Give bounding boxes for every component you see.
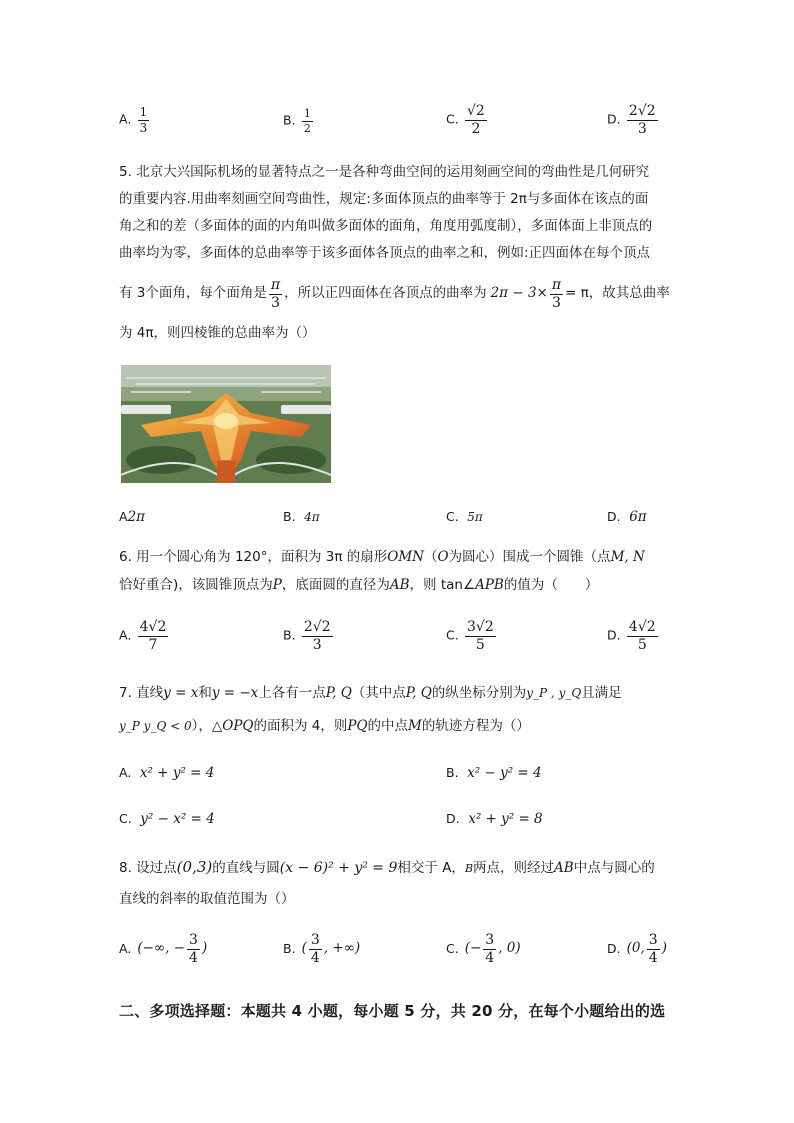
fraction-pi-3: $\frac{\pi}{3}$ <box>270 277 281 311</box>
q5-line-2: 的重要内容.用曲率刻画空间弯曲性，规定:多面体顶点的曲率等于 2π与多面体在该点的面 <box>119 191 649 207</box>
fraction: $\frac{4√2}{5}$ <box>628 619 656 653</box>
fraction: $\frac{3}{4}$ <box>648 932 658 966</box>
q8-option-a: A. (−∞, − $\frac{3}{4}$ ) <box>119 932 208 966</box>
q6-option-c: C. $\frac{3√2}{5}$ <box>446 619 494 653</box>
q6-option-a: A. $\frac{4√2}{7}$ <box>119 619 167 653</box>
fraction: $\frac{√2}{2}$ <box>467 103 485 137</box>
q5-line-1: 5. 北京大兴国际机场的显著特点之一是各种弯曲空间的运用刻画空间的弯曲性是几何研究 <box>119 164 650 180</box>
q5-line-3: 角之和的差（多面体的面的内角叫做多面体的面角，角度用弧度制），多面体面上非顶点的 <box>119 218 653 234</box>
fraction: $\frac{3√2}{5}$ <box>467 619 494 653</box>
q8-option-c: C. (− $\frac{3}{4}$ , 0) <box>446 932 521 966</box>
q5-option-a: A2π <box>119 509 146 525</box>
q7-option-c: C. y² − x² = 4 <box>119 811 215 827</box>
fraction: $\frac{2√2}{3}$ <box>303 619 331 653</box>
q7-option-a: A. x² + y² = 4 <box>119 765 215 781</box>
fraction: $\frac{3}{4}$ <box>485 932 495 966</box>
q6-line-2: 恰好重合)，该圆锥顶点为P，底面圆的直径为AB，则 tan∠APB的值为（ ） <box>119 577 599 593</box>
q6-option-b: B. $\frac{2√2}{3}$ <box>283 619 331 653</box>
q4-option-d: D. $\frac{2√2}{3}$ <box>607 103 656 137</box>
q6-option-d: D. $\frac{4√2}{5}$ <box>607 619 656 653</box>
fraction: $\frac{2√2}{3}$ <box>628 103 656 137</box>
q5-option-d: D. 6π <box>607 509 647 525</box>
q4-option-c: C. $\frac{√2}{2}$ <box>446 103 485 137</box>
q7-option-b: B. x² − y² = 4 <box>446 765 542 781</box>
airport-photo <box>121 365 331 483</box>
q5-line-4: 曲率均为零，多面体的总曲率等于该多面体各顶点的曲率之和，例如:正四面体在每个顶点 <box>119 245 651 261</box>
fraction-pi-3: $\frac{\pi}{3}$ <box>551 277 562 311</box>
q8-option-d: D. (0, $\frac{3}{4}$ ) <box>607 932 667 966</box>
q8-line-1: 8. 设过点(0,3)的直线与圆(x − 6)² + y² = 9相交于 A，B两点，则经过AB中点与圆心的 <box>119 858 655 876</box>
fraction: $\frac{3}{4}$ <box>310 932 320 966</box>
q8-option-b: B. ( $\frac{3}{4}$ , +∞) <box>283 932 361 966</box>
q5-option-b: B. 4π <box>283 509 320 524</box>
q7-line-2: y_P y_Q < 0），△OPQ的面积为 4，则PQ的中点M的轨迹方程为（） <box>119 718 530 734</box>
q7-option-d: D. x² + y² = 8 <box>446 811 543 827</box>
q7-line-1: 7. 直线y = x和y = −x上各有一点P, Q（其中点P, Q的纵坐标分别为y_P , y_Q且满足 <box>119 685 622 701</box>
q4-option-b: B. $\frac{1}{2}$ <box>283 107 311 135</box>
fraction: $\frac{1}{2}$ <box>303 107 311 135</box>
fraction: $\frac{3}{4}$ <box>189 932 198 966</box>
fraction: $\frac{1}{3}$ <box>139 105 148 135</box>
q5-line-5: 有 3个面角，每个面角是 $\frac{\pi}{3}$ ，所以正四面体在各顶点的曲率为 2π − 3× $\frac{\pi}{3}$ = π，故其总曲率 <box>119 277 670 311</box>
fraction: $\frac{4√2}{7}$ <box>139 619 167 653</box>
q5-line-6: 为 4π，则四棱锥的总曲率为（） <box>119 325 316 341</box>
q6-line-1: 6. 用一个圆心角为 120°，面积为 3π 的扇形OMN（O为圆心）围成一个圆锥（点M, N <box>119 549 645 565</box>
section-heading-multiple-choice: 二、多项选择题：本题共 4 小题，每小题 5 分，共 20 分，在每个小题给出的选 <box>119 1002 666 1020</box>
q8-line-2: 直线的斜率的取值范围为（） <box>119 891 295 907</box>
q4-option-a: A. $\frac{1}{3}$ <box>119 105 148 135</box>
q5-option-c: C. 5π <box>446 509 483 524</box>
